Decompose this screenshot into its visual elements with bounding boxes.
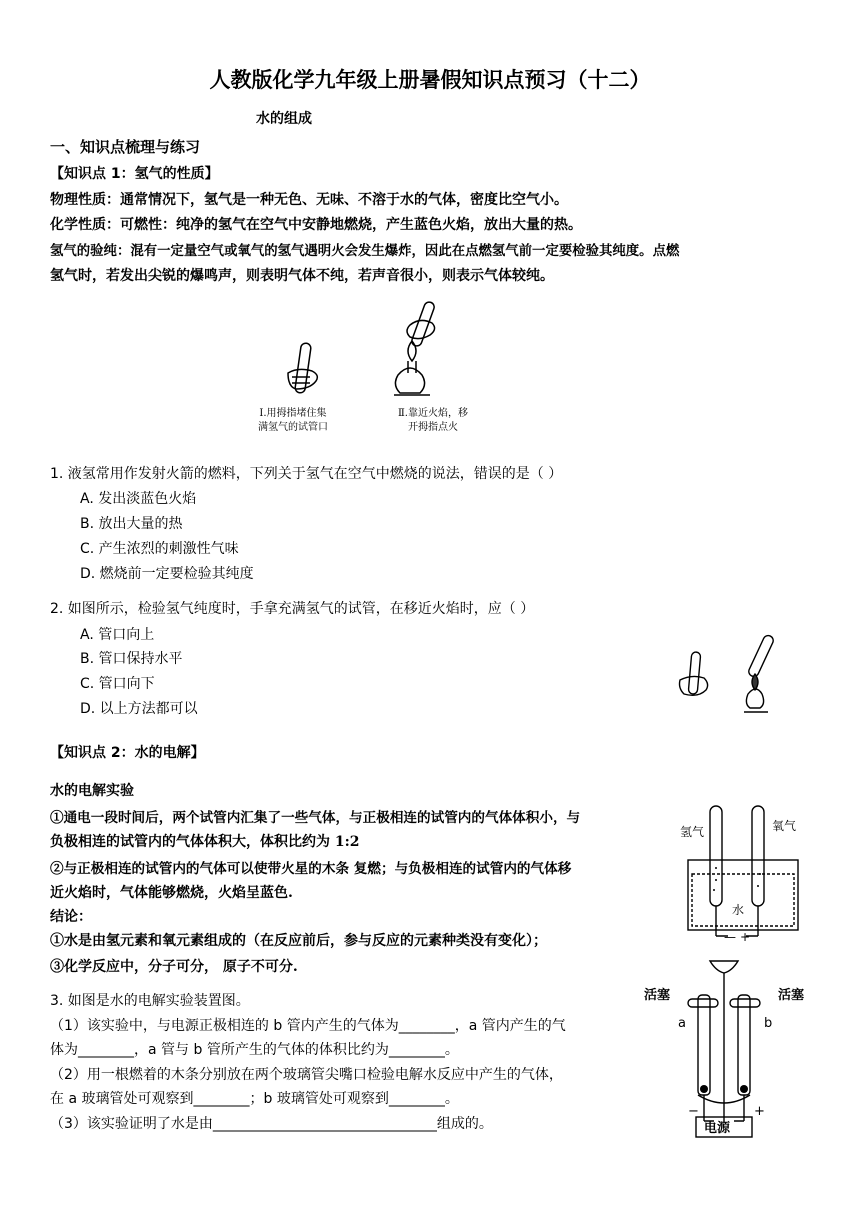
q3-part3: （3）该实验证明了水是由________________________________组成的。 bbox=[50, 1116, 493, 1132]
fig2-label-b: b bbox=[764, 1016, 773, 1031]
kp2-conclusion-2: ③化学反应中，分子可分， 原子不可分. bbox=[50, 959, 298, 975]
kp2-heading: 【知识点 2：水的电解】 bbox=[50, 745, 205, 761]
q3-part2-line2: 在 a 玻璃管处可观察到________；b 玻璃管处可观察到________。 bbox=[50, 1091, 459, 1107]
q1-stem: 1. 液氢常用作发射火箭的燃料，下列关于氢气在空气中燃烧的说法，错误的是（ ） bbox=[50, 466, 563, 482]
q3-part1-line1: （1）该实验中，与电源正极相连的 b 管内产生的气体为________，a 管内产生的气 bbox=[50, 1018, 566, 1034]
kp1-purity-line2: 氢气时，若发出尖锐的爆鸣声，则表明气体不纯，若声音很小，则表示气体较纯。 bbox=[50, 268, 554, 284]
kp2-p1-line1: ①通电一段时间后，两个试管内汇集了一些气体，与正极相连的试管内的气体体积小，与 bbox=[50, 810, 581, 826]
kp2-p2-line1: ②与正极相连的试管内的气体可以使带火星的木条 复燃；与负极相连的试管内的气体移 bbox=[50, 861, 572, 877]
q2-figure bbox=[672, 628, 792, 720]
fig1-caption-1: Ⅰ.用拇指堵住集 满氢气的试管口 bbox=[258, 408, 328, 433]
kp2-conclusion-label: 结论： bbox=[50, 909, 92, 925]
q2-stem: 2. 如图所示，检验氢气纯度时，手拿充满氢气的试管，在移近火焰时，应（ ） bbox=[50, 601, 535, 617]
q2-option-b[interactable]: B. 管口保持水平 bbox=[80, 651, 183, 667]
fig1-caption-2: Ⅱ.靠近火焰，移 开拇指点火 bbox=[398, 408, 468, 433]
q1-option-a[interactable]: A. 发出淡蓝色火焰 bbox=[80, 491, 197, 507]
page-subtitle: 水的组成 bbox=[256, 111, 312, 127]
page-title: 人教版化学九年级上册暑假知识点预习（十二） bbox=[209, 68, 651, 92]
hydrogen-test-figure bbox=[270, 295, 500, 405]
kp2-experiment: 水的电解实验 bbox=[50, 783, 134, 799]
q3-stem: 3. 如图是水的电解实验装置图。 bbox=[50, 993, 250, 1009]
fig-label-oxygen: 氧气 bbox=[772, 819, 797, 833]
fig-label-hydrogen: 氢气 bbox=[680, 825, 705, 839]
fig-label-water: 水 bbox=[732, 903, 745, 917]
kp2-p2-line2: 近火焰时，气体能够燃烧，火焰呈蓝色. bbox=[50, 885, 293, 901]
q2-option-a[interactable]: A. 管口向上 bbox=[80, 627, 155, 643]
electrolysis-figure-2 bbox=[640, 955, 820, 1145]
fig2-plus: + bbox=[754, 1104, 765, 1119]
fig2-valve-right: 活塞 bbox=[778, 988, 805, 1003]
kp1-chemical: 化学性质：可燃性：纯净的氢气在空气中安静地燃烧，产生蓝色火焰，放出大量的热。 bbox=[50, 217, 582, 233]
q3-part2-line1: （2）用一根燃着的木条分别放在两个玻璃管尖嘴口检验电解水反应中产生的气体， bbox=[50, 1067, 563, 1083]
kp2-conclusion-1: ①水是由氢元素和氧元素组成的（在反应前后，参与反应的元素种类没有变化）； bbox=[50, 933, 547, 949]
kp1-purity-line1: 氢气的验纯：混有一定量空气或氧气的氢气遇明火会发生爆炸，因此在点燃氢气前一定要检验其纯度。点燃 bbox=[50, 243, 680, 259]
fig2-label-a: a bbox=[678, 1016, 686, 1031]
q1-option-d[interactable]: D. 燃烧前一定要检验其纯度 bbox=[80, 566, 254, 582]
section-heading: 一、知识点梳理与练习 bbox=[50, 138, 201, 156]
q2-option-d[interactable]: D. 以上方法都可以 bbox=[80, 701, 198, 717]
q1-option-b[interactable]: B. 放出大量的热 bbox=[80, 516, 183, 532]
fig-minus: — bbox=[724, 930, 736, 944]
fig-plus: + bbox=[740, 930, 751, 944]
kp1-heading: 【知识点 1：氢气的性质】 bbox=[50, 166, 219, 182]
fig2-power: 电源 bbox=[704, 1121, 731, 1136]
kp1-physical: 物理性质：通常情况下，氢气是一种无色、无味、不溶于水的气体，密度比空气小。 bbox=[50, 192, 568, 208]
fig2-valve-left: 活塞 bbox=[644, 988, 671, 1003]
q3-part1-line2: 体为________，a 管与 b 管所产生的气体的体积比约为________。 bbox=[50, 1042, 459, 1058]
electrolysis-figure-1 bbox=[680, 798, 810, 948]
fig2-minus: − bbox=[688, 1104, 699, 1119]
q2-option-c[interactable]: C. 管口向下 bbox=[80, 676, 155, 692]
kp2-p1-line2: 负极相连的试管内的气体体积大，体积比约为 1:2 bbox=[50, 834, 360, 850]
q1-option-c[interactable]: C. 产生浓烈的刺激性气味 bbox=[80, 541, 239, 557]
